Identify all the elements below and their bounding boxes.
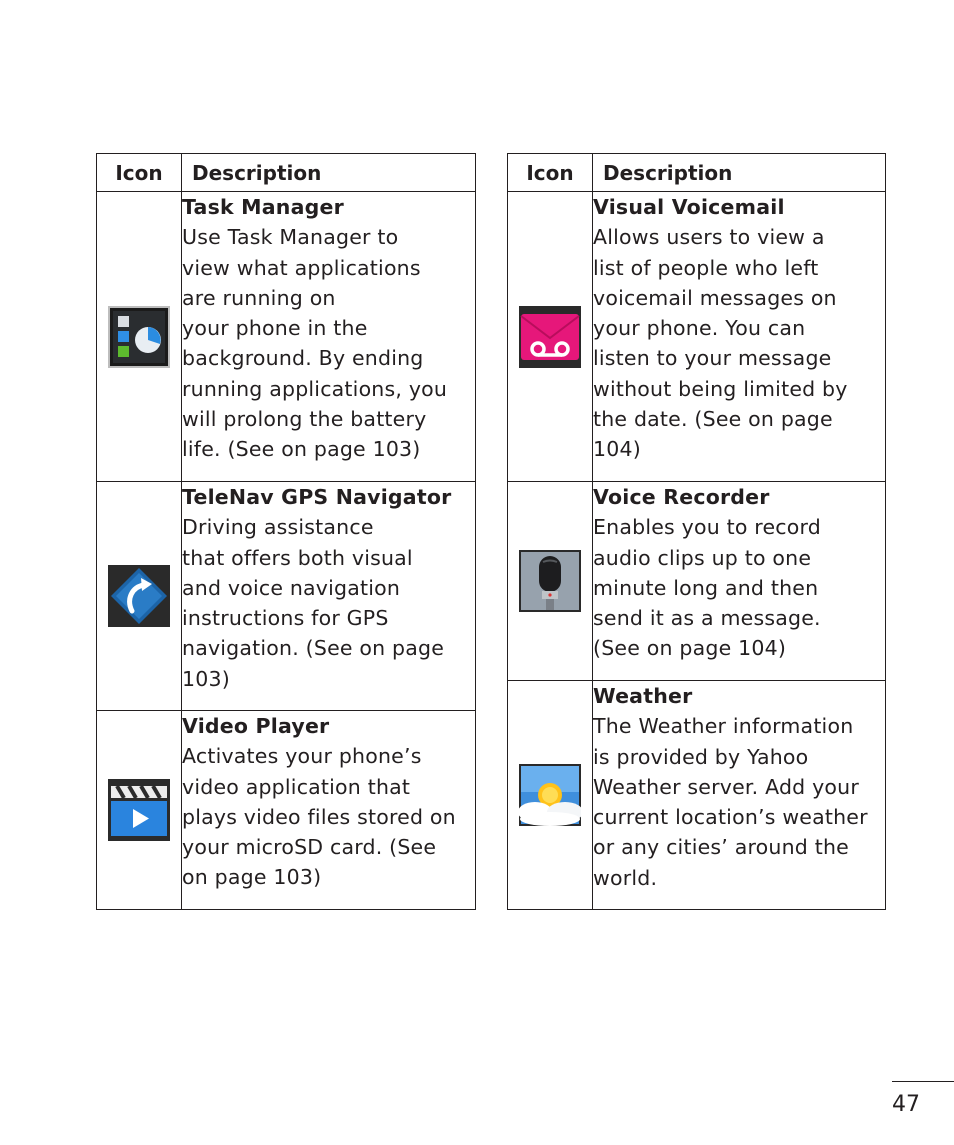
- description-cell: [182, 482, 476, 711]
- description-cell: [593, 482, 886, 681]
- description-column-header: Description: [593, 154, 886, 192]
- icon-column-header: Icon: [508, 154, 593, 192]
- video-player-icon: [108, 779, 170, 841]
- page-number: 47: [892, 1092, 920, 1117]
- app-description: Use Task Manager to view what applications are running on your phone in the background. By ending running applications, you will prolong the battery life. (See on page 103): [182, 225, 448, 462]
- page-number-rule: [892, 1081, 954, 1082]
- app-icon-table-left: [96, 153, 476, 910]
- task-manager-icon: [108, 306, 170, 368]
- weather-icon: [519, 764, 581, 826]
- telenav-gps-icon: [108, 565, 170, 627]
- app-name: Video Player: [182, 714, 330, 738]
- table-header-row: [508, 154, 886, 192]
- app-name: Voice Recorder: [593, 485, 770, 509]
- table-row: [508, 482, 886, 681]
- voice-recorder-icon: [519, 550, 581, 612]
- app-description: Driving assistance that offers both visual and voice navigation instructions for GPS navigation. (See on page 103): [182, 515, 445, 691]
- app-name: Weather: [593, 684, 693, 708]
- app-name: Task Manager: [182, 195, 344, 219]
- icon-cell: [508, 192, 593, 482]
- description-cell: [182, 711, 476, 910]
- app-description: Activates your phone’s video application that plays video files stored on your microSD card. (See on page 103): [182, 744, 456, 890]
- icon-column-header: Icon: [97, 154, 182, 192]
- icon-cell: [508, 482, 593, 681]
- table-row: [97, 192, 476, 482]
- app-description: Enables you to record audio clips up to one minute long and then send it as a message. (See on page 104): [593, 515, 821, 661]
- table-row: [508, 192, 886, 482]
- table-header-row: [97, 154, 476, 192]
- visual-voicemail-icon: [519, 306, 581, 368]
- table-row: [508, 681, 886, 910]
- app-icon-table-right: [507, 153, 886, 910]
- icon-cell: [97, 192, 182, 482]
- icon-cell: [97, 482, 182, 711]
- app-description: Allows users to view a list of people who left voicemail messages on your phone. You can listen to your message without being limited by the date. (See on page 104): [593, 225, 848, 462]
- app-name: Visual Voicemail: [593, 195, 785, 219]
- description-cell: [593, 192, 886, 482]
- app-description: The Weather information is provided by Yahoo Weather server. Add your current location’s weather or any cities’ around the world.: [593, 714, 868, 890]
- table-row: [97, 711, 476, 910]
- icon-cell: [97, 711, 182, 910]
- table-row: [97, 482, 476, 711]
- description-column-header: Description: [182, 154, 476, 192]
- icon-cell: [508, 681, 593, 910]
- app-name: TeleNav GPS Navigator: [182, 485, 452, 509]
- description-cell: [182, 192, 476, 482]
- description-cell: [593, 681, 886, 910]
